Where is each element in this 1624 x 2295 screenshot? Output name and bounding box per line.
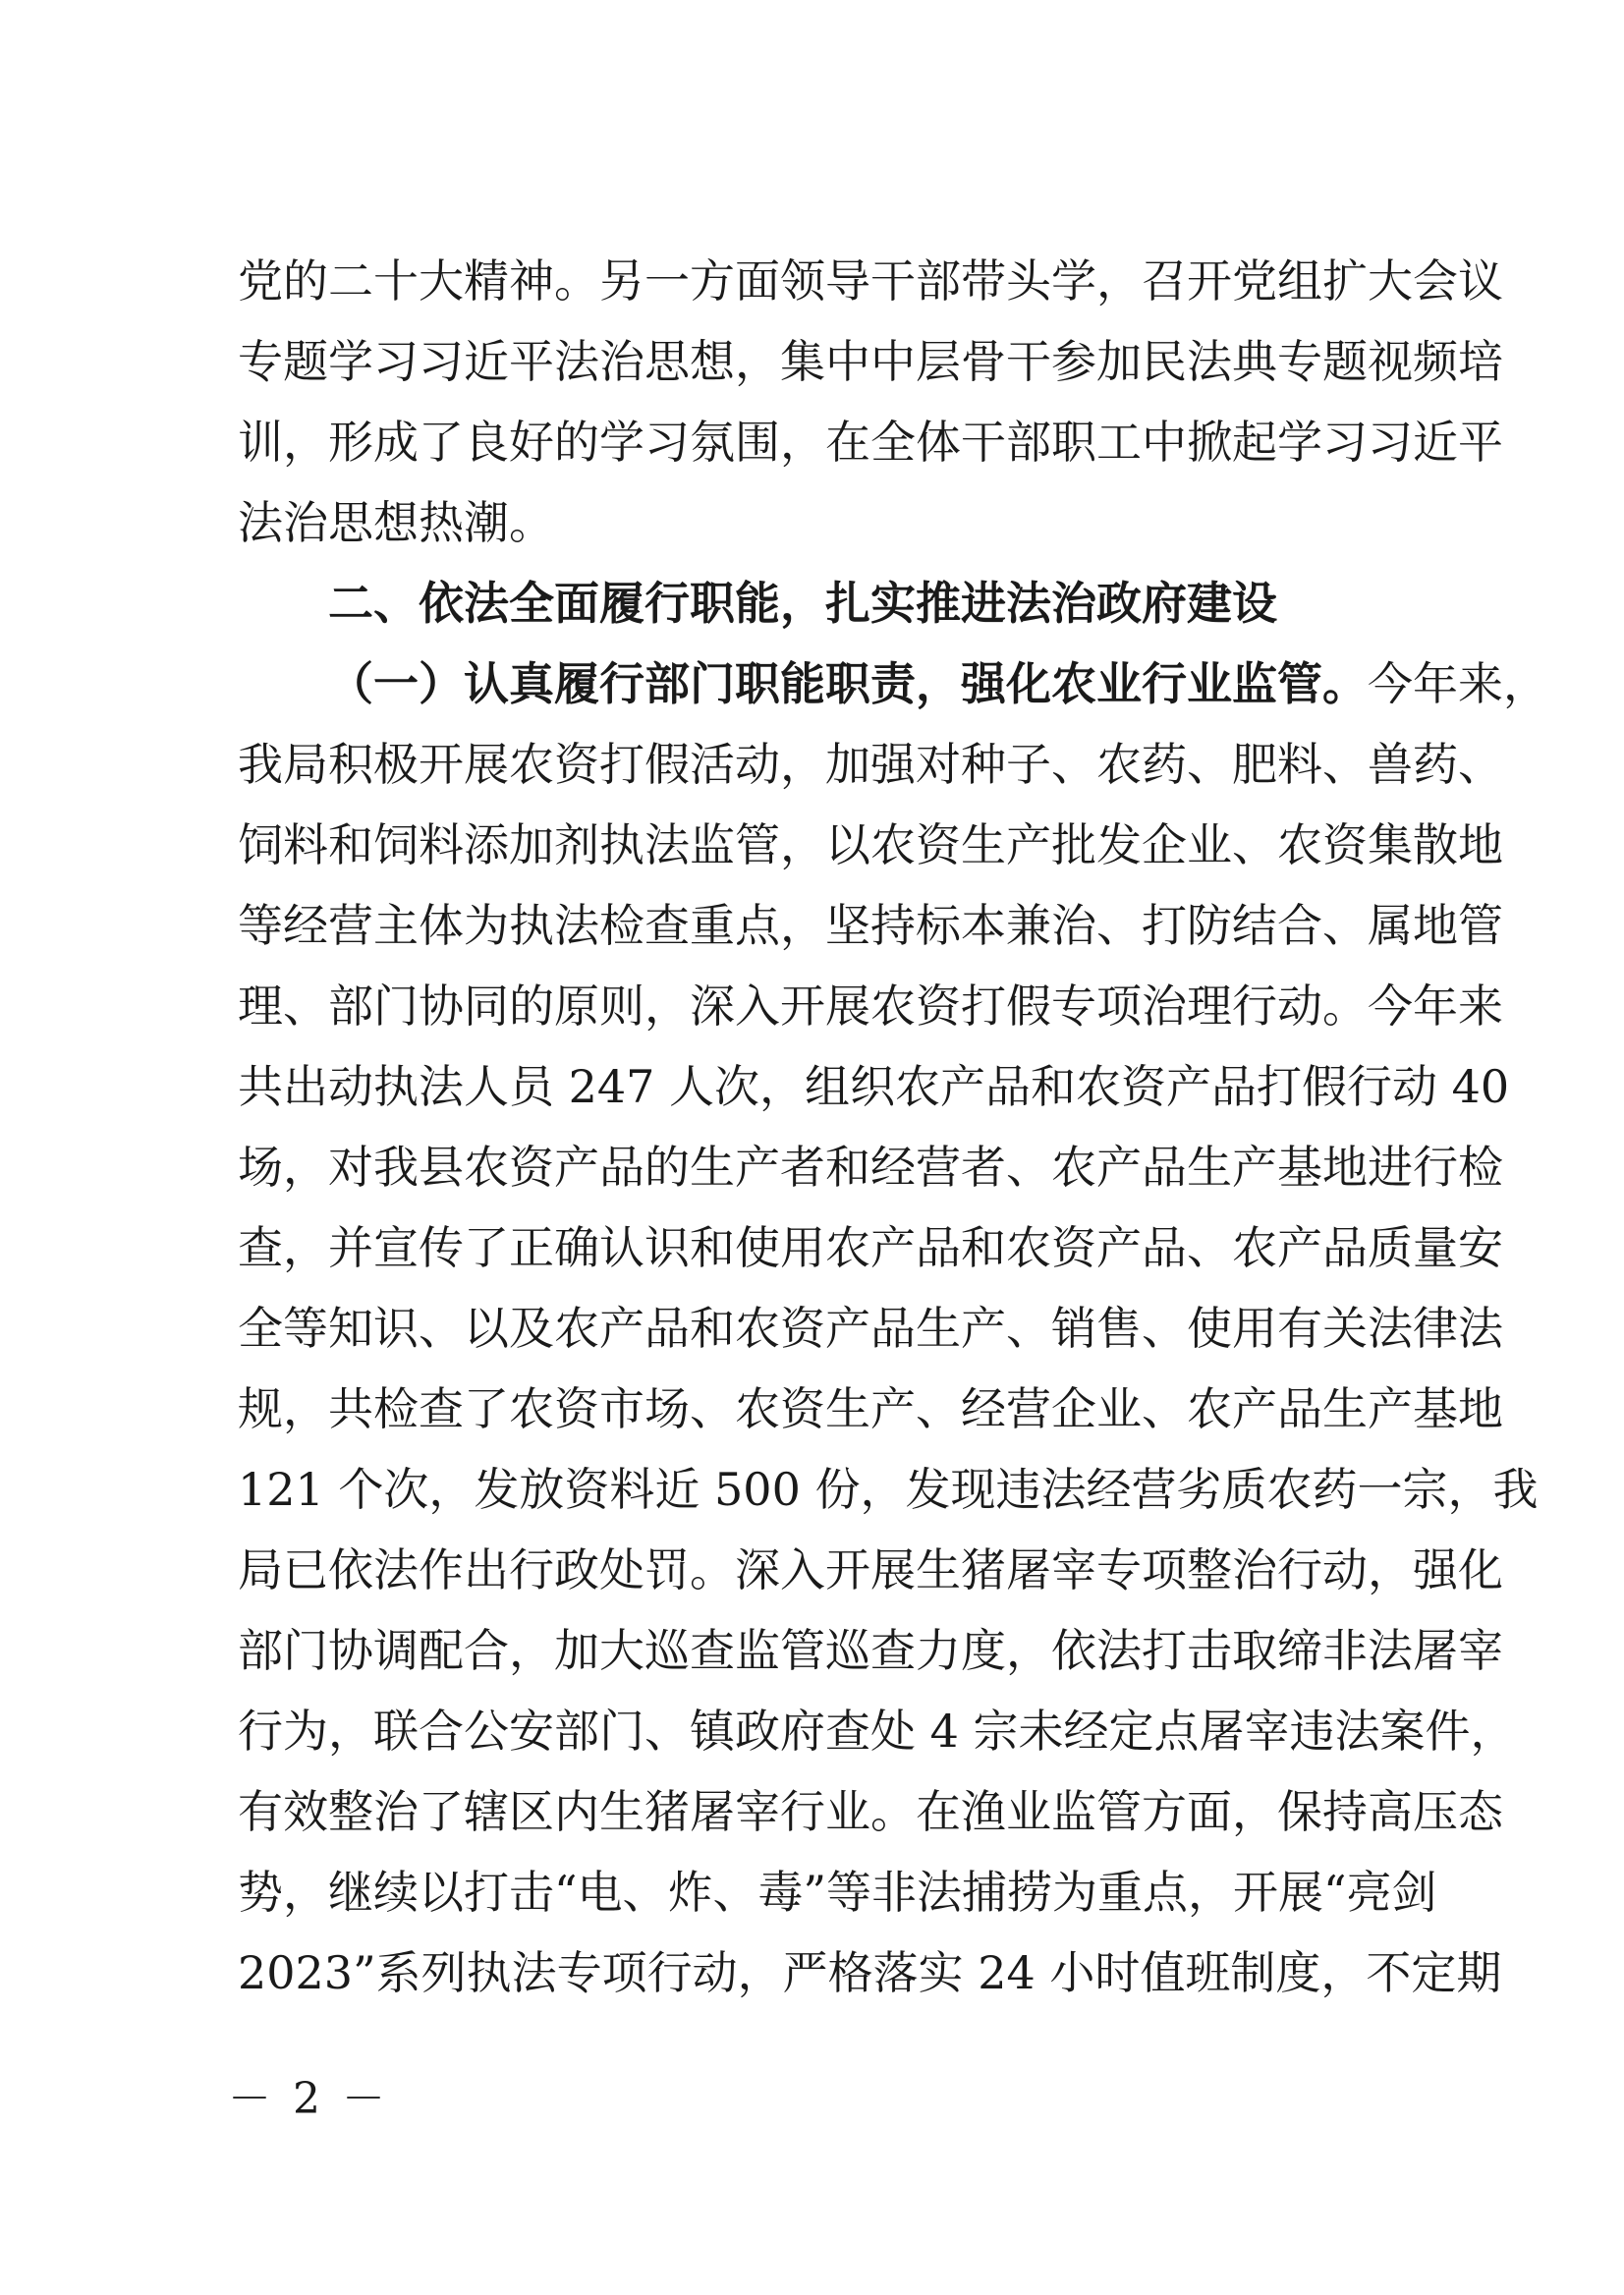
- body-line: 饲料和饲料添加剂执法监管，以农资生产批发企业、农资集散地: [238, 818, 1503, 871]
- section-heading: 二、依法全面履行职能，扎实推进法治政府建设: [328, 577, 1277, 630]
- body-line: 行为，联合公安部门、镇政府查处 4 宗未经定点屠宰违法案件，: [238, 1705, 1516, 1758]
- body-line: 有效整治了辖区内生猪屠宰行业。在渔业监管方面，保持高压态: [238, 1785, 1503, 1838]
- body-line: 势，继续以打击“电、炸、毒”等非法捕捞为重点，开展“亮剑: [238, 1866, 1437, 1919]
- body-line: 全等知识、以及农产品和农资产品生产、销售、使用有关法律法: [238, 1302, 1503, 1355]
- body-line: 法治思想热潮。: [238, 496, 554, 549]
- body-line: 局已依法作出行政处罚。深入开展生猪屠宰专项整治行动，强化: [238, 1543, 1503, 1596]
- page-number: － 2 －: [228, 2074, 389, 2124]
- document-body: [238, 241, 1548, 2013]
- body-line: 我局积极开展农资打假活动，加强对种子、农药、肥料、兽药、: [238, 738, 1503, 791]
- subsection-heading: （一）认真履行部门职能职责，强化农业行业监管。: [328, 657, 1368, 710]
- body-line: 查，并宣传了正确认识和使用农产品和农资产品、农产品质量安: [238, 1221, 1503, 1274]
- body-line: 理、部门协同的原则，深入开展农资打假专项治理行动。今年来: [238, 980, 1503, 1033]
- body-line: 训，形成了良好的学习氛围，在全体干部职工中掀起学习习近平: [238, 416, 1503, 469]
- body-line: 规，共检查了农资市场、农资生产、经营企业、农产品生产基地: [238, 1382, 1503, 1435]
- body-line: 共出动执法人员 247 人次，组织农产品和农资产品打假行动 40: [238, 1060, 1510, 1113]
- body-line: 专题学习习近平法治思想，集中中层骨干参加民法典专题视频培: [238, 335, 1503, 388]
- body-line: 部门协调配合，加大巡查监管巡查力度，依法打击取缔非法屠宰: [238, 1624, 1503, 1677]
- body-line: 场，对我县农资产品的生产者和经营者、农产品生产基地进行检: [238, 1141, 1503, 1194]
- body-line: 党的二十大精神。另一方面领导干部带头学，召开党组扩大会议: [238, 254, 1503, 308]
- body-line: 等经营主体为执法检查重点，坚持标本兼治、打防结合、属地管: [238, 899, 1503, 952]
- body-text: 今年来，: [1368, 657, 1548, 710]
- body-line: 2023”系列执法专项行动，严格落实 24 小时值班制度，不定期: [238, 1946, 1502, 1999]
- body-line: 121 个次，发放资料近 500 份，发现违法经营劣质农药一宗，我: [238, 1463, 1539, 1516]
- subsection-heading-line: [238, 644, 1548, 724]
